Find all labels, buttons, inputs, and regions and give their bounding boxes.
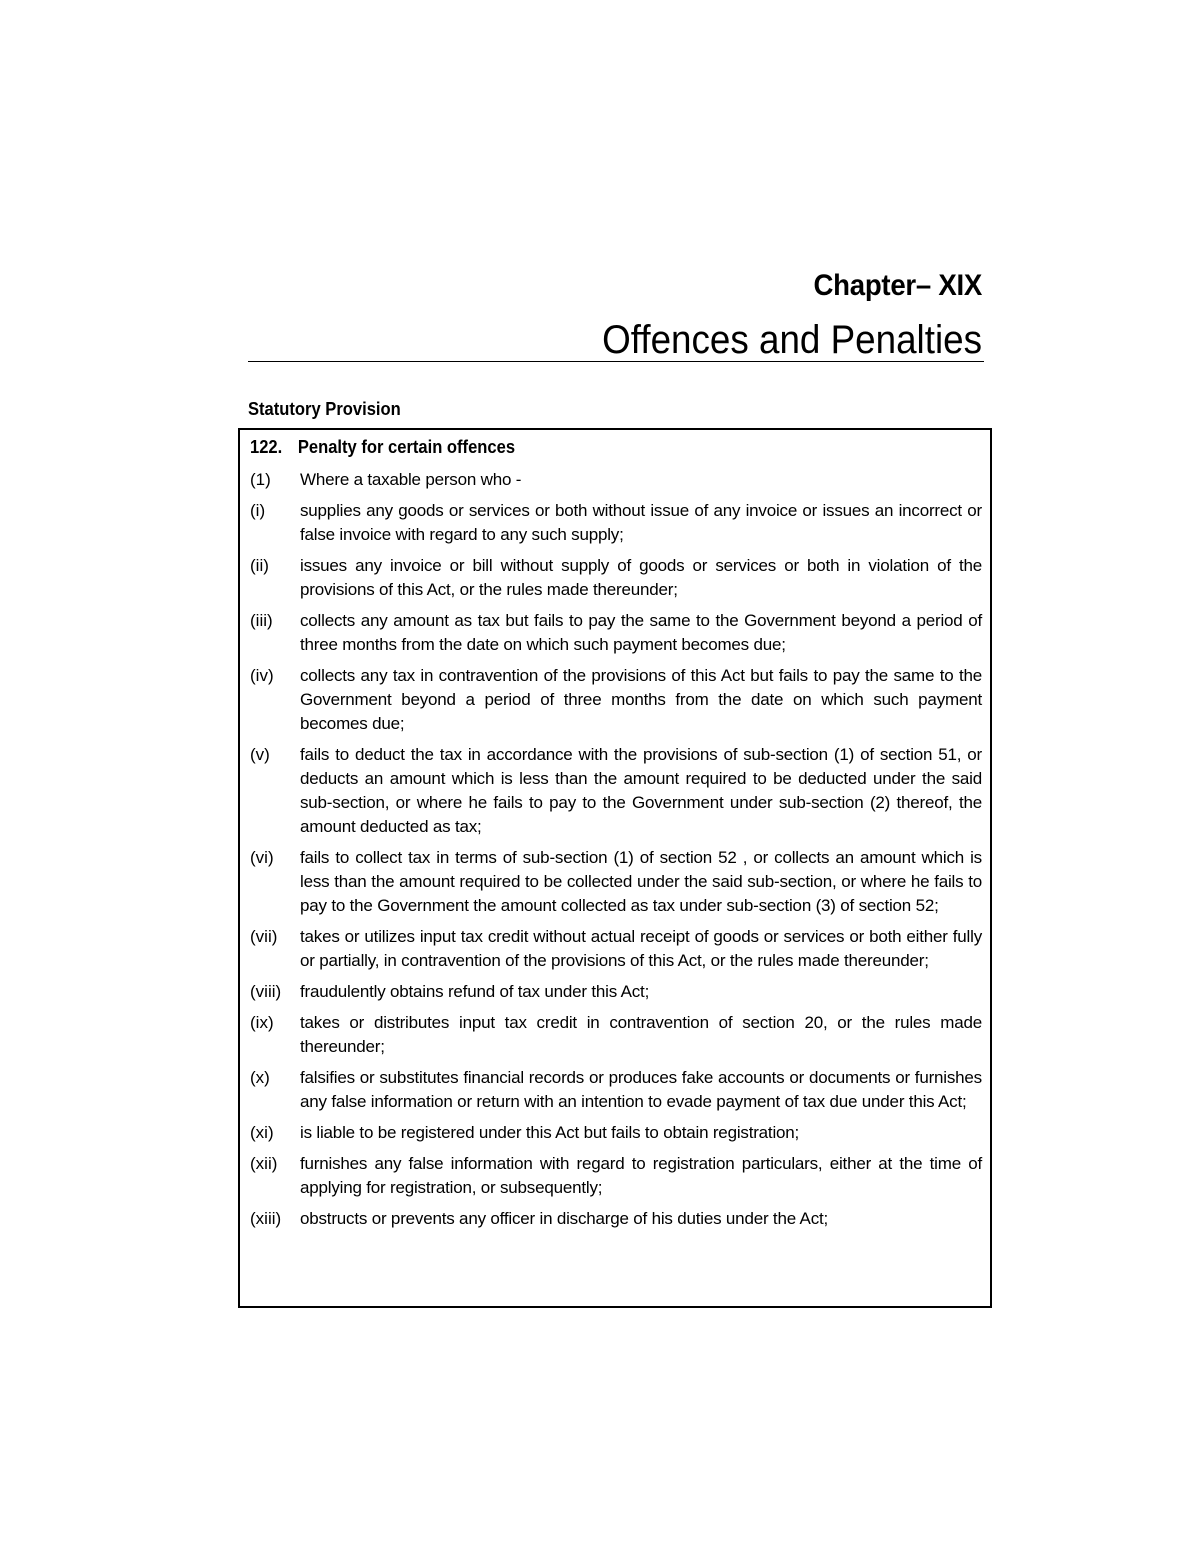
clause-label: (iii) <box>250 611 273 630</box>
clause-text: supplies any goods or services or both without issue of any invoice or issues an incorrect or false invoice with regard to any such supply; <box>300 501 982 544</box>
clause-label: (i) <box>250 501 266 520</box>
clause-text: fraudulently obtains refund of tax under this Act; <box>300 982 650 1001</box>
clause-item <box>250 846 982 918</box>
clause-item <box>250 499 982 547</box>
clause-item <box>250 743 982 839</box>
clause-item <box>250 1121 982 1145</box>
clause-label: (viii) <box>250 982 282 1001</box>
clause-label: (1) <box>250 470 271 489</box>
heading-divider <box>248 361 984 362</box>
clause-label: (xiii) <box>250 1209 282 1228</box>
clause-item <box>250 609 982 657</box>
clause-text: Where a taxable person who - <box>300 470 522 489</box>
statutory-provision-label: Statutory Provision <box>248 399 401 419</box>
provision-box <box>238 428 992 1308</box>
clause-item <box>250 554 982 602</box>
clause-label: (x) <box>250 1068 270 1087</box>
clause-text: collects any tax in contravention of the provisions of this Act but fails to pay the same to the Government beyond a period of three months from the date on which such payment becomes due; <box>300 666 982 733</box>
chapter-heading <box>248 268 982 366</box>
clause-item <box>250 1207 982 1231</box>
clause-item <box>250 1152 982 1200</box>
clause-item <box>250 468 982 492</box>
section-header <box>250 435 515 459</box>
clause-text: obstructs or prevents any officer in discharge of his duties under the Act; <box>300 1209 829 1228</box>
clause-text: takes or distributes input tax credit in contravention of section 20, or the rules made thereunder; <box>300 1013 982 1056</box>
clause-label: (xii) <box>250 1154 278 1173</box>
clause-text: furnishes any false information with regard to registration particulars, either at the time of applying for registration, or subsequently; <box>300 1154 982 1197</box>
clause-text: fails to collect tax in terms of sub-section (1) of section 52 , or collects an amount which is less than the amount required to be collected under the said sub-section, or where he fails to pay to the Government the amount collected as tax under sub-section (3) of section 52; <box>300 848 982 915</box>
clause-item <box>250 1066 982 1114</box>
clause-text: is liable to be registered under this Act but fails to obtain registration; <box>300 1123 800 1142</box>
clause-label: (v) <box>250 745 270 764</box>
section-title: Penalty for certain offences <box>297 437 516 457</box>
clause-item <box>250 925 982 973</box>
clause-label: (iv) <box>250 666 274 685</box>
clause-text: fails to deduct the tax in accordance with the provisions of sub-section (1) of section 51, or deducts an amount which is less than the amount required to be deducted under the said sub-section, or where he fails to pay to the Government under sub-section (2) thereof, the amount deducted as tax; <box>300 745 982 836</box>
clause-text: takes or utilizes input tax credit without actual receipt of goods or services or both either fully or partially, in contravention of the provisions of this Act, or the rules made thereunder; <box>300 927 982 970</box>
provision-items <box>250 468 982 1238</box>
clause-text: collects any amount as tax but fails to pay the same to the Government beyond a period of three months from the date on which such payment becomes due; <box>300 611 982 654</box>
chapter-label: Chapter– XIX <box>813 269 982 302</box>
clause-item <box>250 664 982 736</box>
clause-text: falsifies or substitutes financial records or produces fake accounts or documents or furnishes any false information or return with an intention to evade payment of tax due under this Act; <box>300 1068 982 1111</box>
clause-item <box>250 980 982 1004</box>
clause-label: (ix) <box>250 1013 274 1032</box>
clause-label: (xi) <box>250 1123 274 1142</box>
clause-text: issues any invoice or bill without supply of goods or services or both in violation of the provisions of this Act, or the rules made thereunder; <box>300 556 982 599</box>
chapter-title: Offences and Penalties <box>602 318 982 362</box>
clause-label: (vii) <box>250 927 278 946</box>
clause-label: (vi) <box>250 848 274 867</box>
clause-item <box>250 1011 982 1059</box>
section-number: 122. <box>250 437 283 457</box>
clause-label: (ii) <box>250 556 269 575</box>
